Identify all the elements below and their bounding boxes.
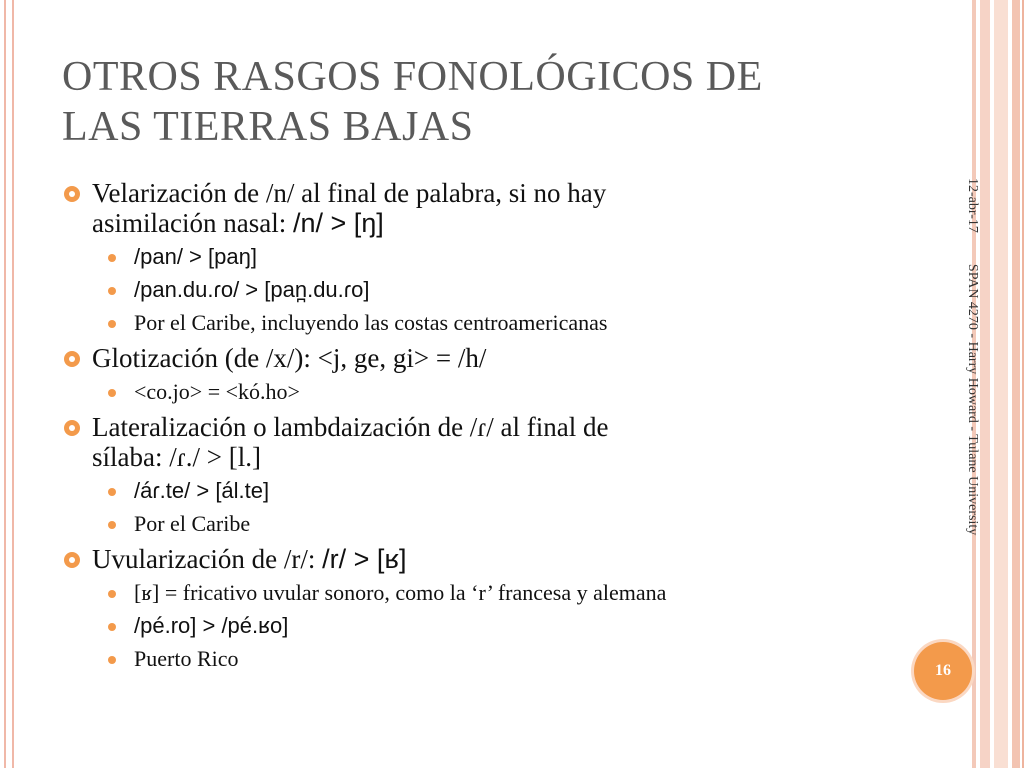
bullet-velarizacion — [64, 178, 914, 238]
left-frame-border — [0, 0, 14, 768]
sub-bullet-icon — [108, 320, 116, 328]
slide-date: 12-abr-17 — [965, 178, 980, 233]
slide-title — [62, 52, 862, 152]
sub-bullet-icon — [108, 590, 116, 598]
sub-bullet-icon — [108, 623, 116, 631]
slide-body — [64, 178, 914, 679]
title-line-1: OTROS RASGOS FONOLÓGICOS DE — [62, 54, 763, 100]
bullet-glotizacion — [64, 343, 914, 373]
bullet-icon — [64, 351, 80, 367]
sub-bullet: <co.jo> = <kó.ho> — [64, 379, 914, 405]
sub-bullet: Puerto Rico — [64, 646, 914, 672]
slide-footer-text: SPAN 4270 - Harry Howard - Tulane University — [965, 263, 980, 536]
sub-bullet: Por el Caribe, incluyendo las costas centroamericanas — [64, 310, 914, 336]
bullet-text-line-1: Velarización de /n/ al final de palabra, si no hay — [92, 178, 607, 208]
sub-bullet: Por el Caribe — [64, 511, 914, 537]
side-footer — [960, 178, 980, 618]
bullet-icon — [64, 420, 80, 436]
sub-bullet: [ʁ] = fricativo uvular sonoro, como la ‘r’ francesa y alemana — [64, 580, 914, 606]
bullet-icon — [64, 552, 80, 568]
bullet-text-line-2: asimilación nasal: /n/ > [ŋ] — [92, 208, 384, 238]
sub-bullet-icon — [108, 488, 116, 496]
sub-bullet: /pé.ro] > /pé.ʁo] — [64, 613, 914, 639]
bullet-lateralizacion — [64, 412, 914, 472]
bullet-text-line-1: Uvularización de /r/: /r/ > [ʁ] — [92, 544, 407, 574]
bullet-uvularizacion — [64, 544, 914, 574]
sub-bullet-icon — [108, 521, 116, 529]
bullet-icon — [64, 186, 80, 202]
bullet-text-line-1: Glotización (de /x/): <j, ge, gi> = /h/ — [92, 343, 487, 373]
sub-bullet-icon — [108, 389, 116, 397]
sub-bullet-icon — [108, 254, 116, 262]
sub-bullet: /pan/ > [paŋ] — [64, 244, 914, 270]
side-date-and-footer — [964, 178, 980, 535]
sub-bullet: /pan.du.ɾo/ > [pan̪.du.ɾo] — [64, 277, 914, 303]
bullet-text-line-2: sílaba: /ɾ./ > [l.] — [92, 442, 261, 472]
sub-bullet: /áɾ.te/ > [ál.te] — [64, 478, 914, 504]
bullet-text-line-1: Lateralización o lambdaización de /ɾ/ al final de — [92, 412, 609, 442]
page-number-badge: 16 — [914, 642, 972, 700]
sub-bullet-icon — [108, 287, 116, 295]
title-line-2: LAS TIERRAS BAJAS — [62, 104, 474, 150]
sub-bullet-icon — [108, 656, 116, 664]
